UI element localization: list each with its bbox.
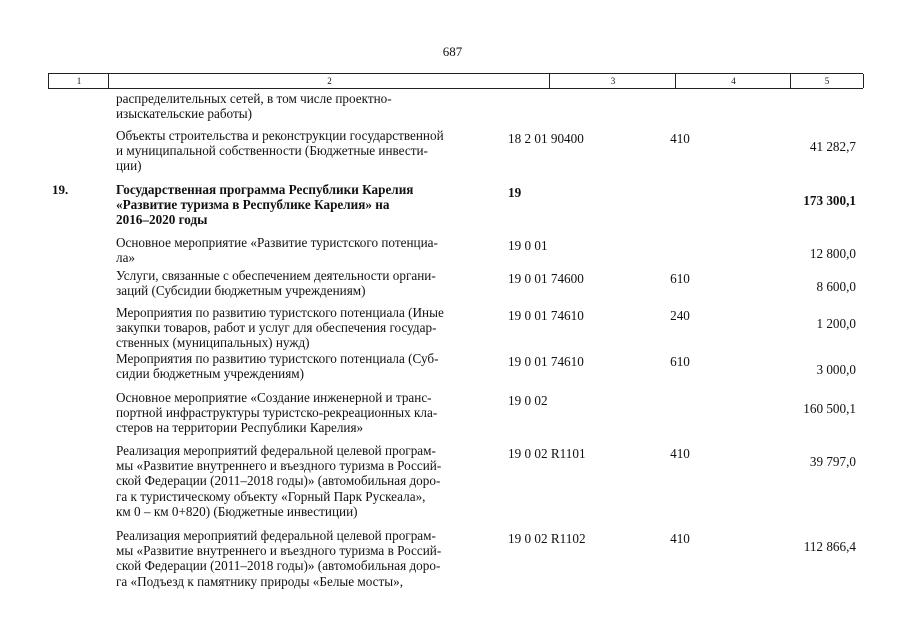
row-description-line: мы «Развитие внутреннего и въездного туризма в Россий- (116, 543, 442, 559)
row-description (116, 91, 496, 121)
row-description-line: распределительных сетей, в том числе проектно- (116, 91, 392, 106)
row-description-line: мы «Развитие внутреннего и въездного туризма в Россий- (116, 458, 442, 474)
header-cell-2: 2 (108, 74, 550, 88)
row-description-line: сидии бюджетным учреждениям) (116, 366, 305, 382)
row-expense-type: 410 (670, 531, 690, 546)
row-description (116, 128, 496, 174)
row-description-line: Реализация мероприятий федеральной целевой програм- (116, 443, 436, 458)
row-code: 19 0 02 (508, 393, 548, 408)
row-description-line: Мероприятия по развитию туристского потенциала (Иные (116, 305, 444, 320)
row-description-line: изыскательские работы) (116, 106, 252, 122)
row-description-line: закупки товаров, работ и услуг для обеспечения государ- (116, 320, 437, 336)
row-description-line: га к туристическому объекту «Горный Парк Рускеала», (116, 488, 426, 504)
row-description-line: ственных (муниципальных) нужд) (116, 335, 310, 351)
row-expense-type: 240 (670, 308, 690, 323)
row-amount: 41 282,7 (809, 138, 856, 154)
row-expense-type: 610 (670, 354, 690, 369)
row-description-line: Мероприятия по развитию туристского потенциала (Суб- (116, 351, 439, 366)
row-code: 19 0 01 74610 (508, 354, 584, 369)
row-description-line: Реализация мероприятий федеральной целевой програм- (116, 528, 436, 543)
header-cell-1: 1 (48, 74, 109, 88)
row-description-line: Объекты строительства и реконструкции государственной (116, 128, 444, 143)
row-description-line: ской Федерации (2011–2018 годы)» (автомобильная доро- (116, 473, 441, 489)
row-amount: 12 800,0 (809, 245, 856, 261)
row-code: 18 2 01 90400 (508, 131, 584, 146)
row-code: 19 0 01 74610 (508, 308, 584, 323)
header-cell-5: 5 (790, 74, 864, 88)
row-description-line: ции) (116, 158, 142, 174)
row-description-line: «Развитие туризма в Республике Карелия» на (116, 197, 390, 213)
row-description-line: Государственная программа Республики Карелия (116, 182, 414, 197)
row-description-line: Основное мероприятие «Развитие туристского потенциа- (116, 235, 438, 250)
row-amount: 3 000,0 (816, 361, 856, 377)
row-description-line: км 0 – км 0+820) (Бюджетные инвестиции) (116, 503, 358, 519)
row-description-line: Услуги, связанные с обеспечением деятельности органи- (116, 268, 436, 283)
row-code: 19 0 01 74600 (508, 271, 584, 286)
row-description (116, 351, 496, 381)
row-description (116, 528, 496, 589)
row-amount: 173 300,1 (803, 192, 856, 208)
page-number: 687 (442, 44, 463, 59)
row-description (116, 443, 496, 519)
row-code: 19 0 02 R1102 (508, 531, 586, 546)
row-description-line: 2016–2020 годы (116, 212, 208, 228)
row-amount: 1 200,0 (816, 315, 856, 331)
row-description-line: заций (Субсидии бюджетным учреждениям) (116, 283, 366, 299)
row-description (116, 305, 496, 351)
row-description-line: портной инфраструктуры туристско-рекреационных кла- (116, 405, 438, 421)
row-description-line: стеров на территории Республики Карелия» (116, 420, 364, 436)
row-description-line: га «Подъезд к памятнику природы «Белые мосты», (116, 573, 404, 589)
row-description-line: и муниципальной собственности (Бюджетные инвести- (116, 143, 428, 159)
row-expense-type: 410 (670, 131, 690, 146)
header-cell-4: 4 (675, 74, 791, 88)
row-description-line: ской Федерации (2011–2018 годы)» (автомобильная доро- (116, 558, 441, 574)
row-description (116, 182, 496, 228)
row-amount: 8 600,0 (816, 278, 856, 294)
row-expense-type: 410 (670, 446, 690, 461)
row-description (116, 268, 496, 298)
row-amount: 112 866,4 (803, 538, 856, 554)
header-cell-3: 3 (549, 74, 676, 88)
row-description (116, 235, 496, 265)
row-description-line: Основное мероприятие «Создание инженерной и транс- (116, 390, 432, 405)
row-amount: 39 797,0 (809, 453, 856, 469)
row-expense-type: 610 (670, 271, 690, 286)
row-description-line: ла» (116, 250, 136, 266)
row-description (116, 390, 496, 436)
row-code: 19 0 02 R1101 (508, 446, 586, 461)
row-code: 19 (508, 185, 522, 200)
row-code: 19 0 01 (508, 238, 548, 253)
row-amount: 160 500,1 (803, 400, 856, 416)
row-number: 19. (52, 182, 69, 197)
